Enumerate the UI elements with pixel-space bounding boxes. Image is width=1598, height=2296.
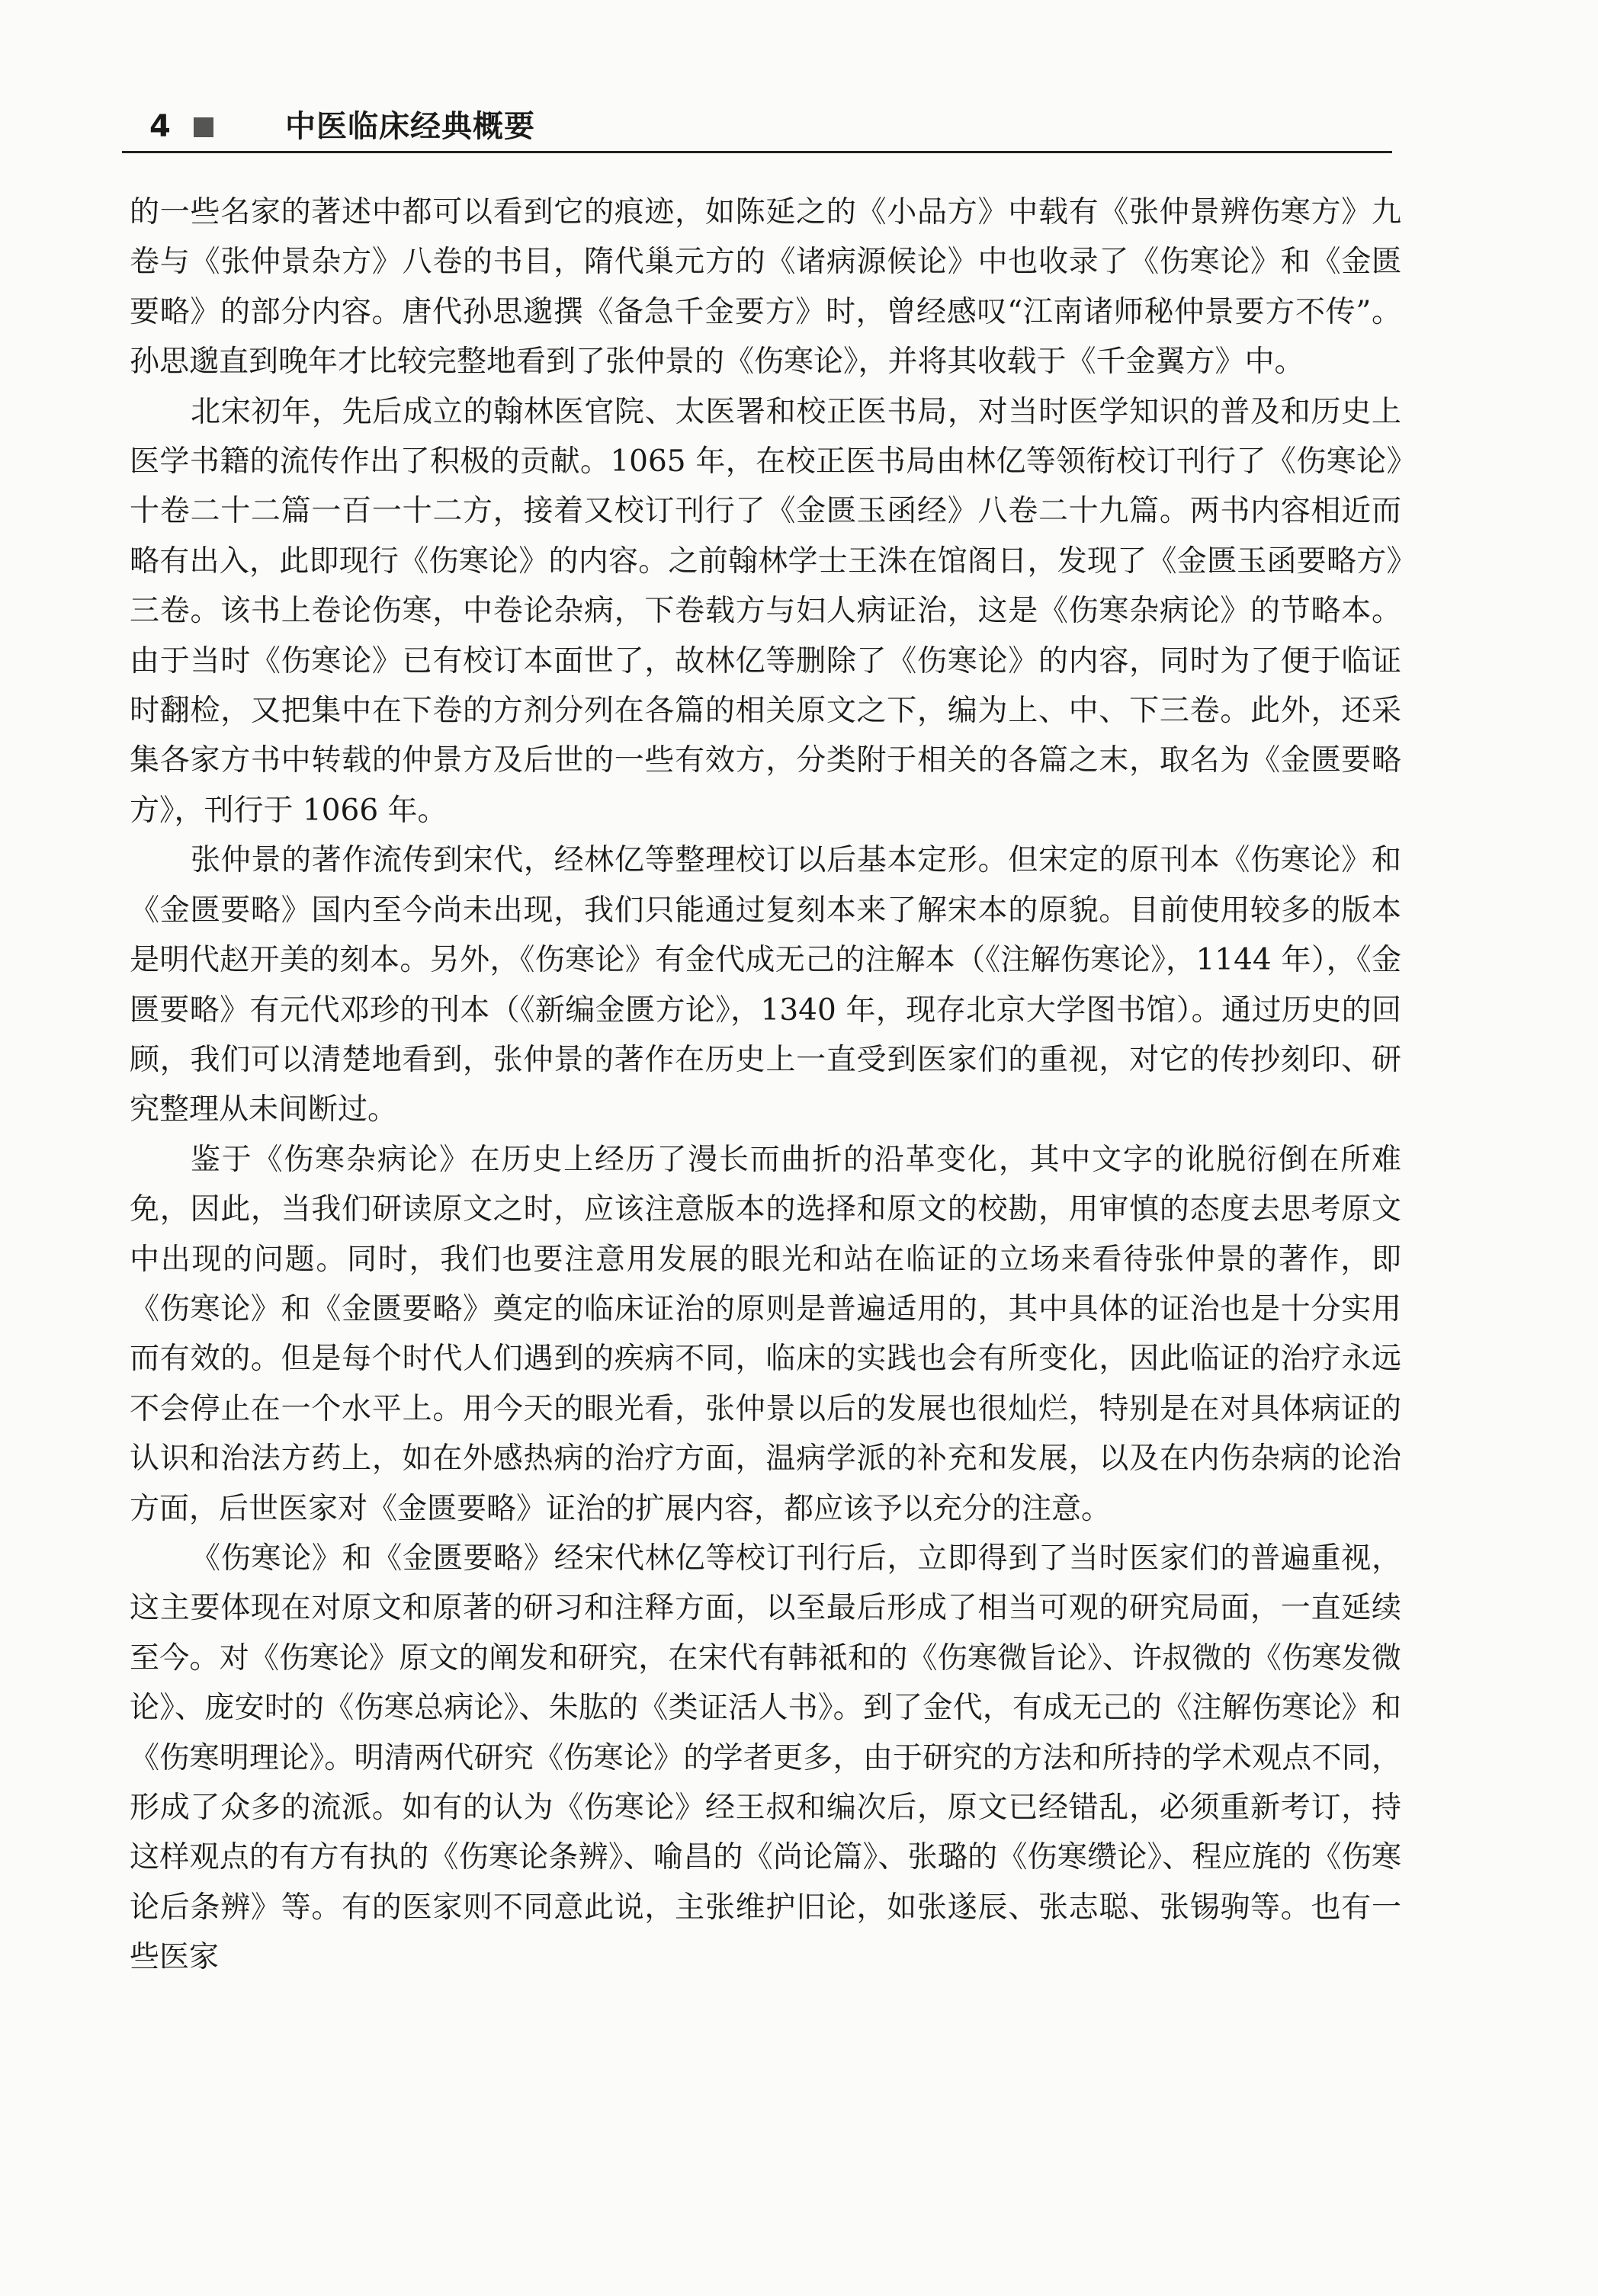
running-title: 中医临床经典概要	[285, 109, 535, 144]
page-header	[122, 107, 1392, 149]
paragraph: 鉴于《伤寒杂病论》在历史上经历了漫长而曲折的沿革变化，其中文字的讹脱衍倒在所难免，因此，当我们研读原文之时，应该注意版本的选择和原文的校勘，用审慎的态度去思考原文中出现的问题。同时，我们也要注意用发展的眼光和站在临证的立场来看待张仲景的著作，即《伤寒论》和《金匮要略》奠定的临床证治的原则是普遍适用的，其中具体的证治也是十分实用而有效的。但是每个时代人们遇到的疾病不同，临床的实践也会有所变化，因此临证的治疗永远不会停止在一个水平上。用今天的眼光看，张仲景以后的发展也很灿烂，特别是在对具体病证的认识和治法方药上，如在外感热病的治疗方面，温病学派的补充和发展，以及在内伤杂病的论治方面，后世医家对《金匮要略》证治的扩展内容，都应该予以充分的注意。	[130, 1142, 1401, 1526]
header-rule	[122, 151, 1392, 153]
page-number: 4	[149, 109, 171, 144]
page-marker-square	[194, 117, 213, 137]
paragraph-continued: 的一些名家的著述中都可以看到它的痕迹，如陈延之的《小品方》中载有《张仲景辨伤寒方》九卷与《张仲景杂方》八卷的书目，隋代巢元方的《诸病源候论》中也收录了《伤寒论》和《金匮要略》的部分内容。唐代孙思邈撰《备急千金要方》时，曾经感叹“江南诸师秘仲景要方不传”。孙思邈直到晚年才比较完整地看到了张仲景的《伤寒论》，并将其收载于《千金翼方》中。	[130, 195, 1401, 380]
body-text	[130, 188, 1401, 1983]
paragraph: 张仲景的著作流传到宋代，经林亿等整理校订以后基本定形。但宋定的原刊本《伤寒论》和《金匮要略》国内至今尚未出现，我们只能通过复刻本来了解宋本的原貌。目前使用较多的版本是明代赵开美的刻本。另外，《伤寒论》有金代成无己的注解本（《注解伤寒论》，1144 年），《金匮要略》有元代邓珍的刊本（《新编金匮方论》，1340 年，现存北京大学图书馆）。通过历史的回顾，我们可以清楚地看到，张仲景的著作在历史上一直受到医家们的重视，对它的传抄刻印、研究整理从未间断过。	[130, 843, 1401, 1127]
paragraph: 北宋初年，先后成立的翰林医官院、太医署和校正医书局，对当时医学知识的普及和历史上医学书籍的流传作出了积极的贡献。1065 年，在校正医书局由林亿等领衔校订刊行了《伤寒论》十卷二十二篇一百一十二方，接着又校订刊行了《金匮玉函经》八卷二十九篇。两书内容相近而略有出入，此即现行《伤寒论》的内容。之前翰林学士王洙在馆阁日，发现了《金匮玉函要略方》三卷。该书上卷论伤寒，中卷论杂病，下卷载方与妇人病证治，这是《伤寒杂病论》的节略本。由于当时《伤寒论》已有校订本面世了，故林亿等删除了《伤寒论》的内容，同时为了便于临证时翻检，又把集中在下卷的方剂分列在各篇的相关原文之下，编为上、中、下三卷。此外，还采集各家方书中转载的仲景方及后世的一些有效方，分类附于相关的各篇之末，取名为《金匮要略方》，刊行于 1066 年。	[130, 394, 1401, 828]
paragraph: 《伤寒论》和《金匮要略》经宋代林亿等校订刊行后，立即得到了当时医家们的普遍重视，这主要体现在对原文和原著的研习和注释方面，以至最后形成了相当可观的研究局面，一直延续至今。对《伤寒论》原文的阐发和研究，在宋代有韩祗和的《伤寒微旨论》、许叔微的《伤寒发微论》、庞安时的《伤寒总病论》、朱肱的《类证活人书》。到了金代，有成无己的《注解伤寒论》和《伤寒明理论》。明清两代研究《伤寒论》的学者更多，由于研究的方法和所持的学术观点不同，形成了众多的流派。如有的认为《伤寒论》经王叔和编次后，原文已经错乱，必须重新考订，持这样观点的有方有执的《伤寒论条辨》、喻昌的《尚论篇》、张璐的《伤寒缵论》、程应旄的《伤寒论后条辨》等。有的医家则不同意此说，主张维护旧论，如张遂辰、张志聪、张锡驹等。也有一些医家	[130, 1541, 1401, 1975]
